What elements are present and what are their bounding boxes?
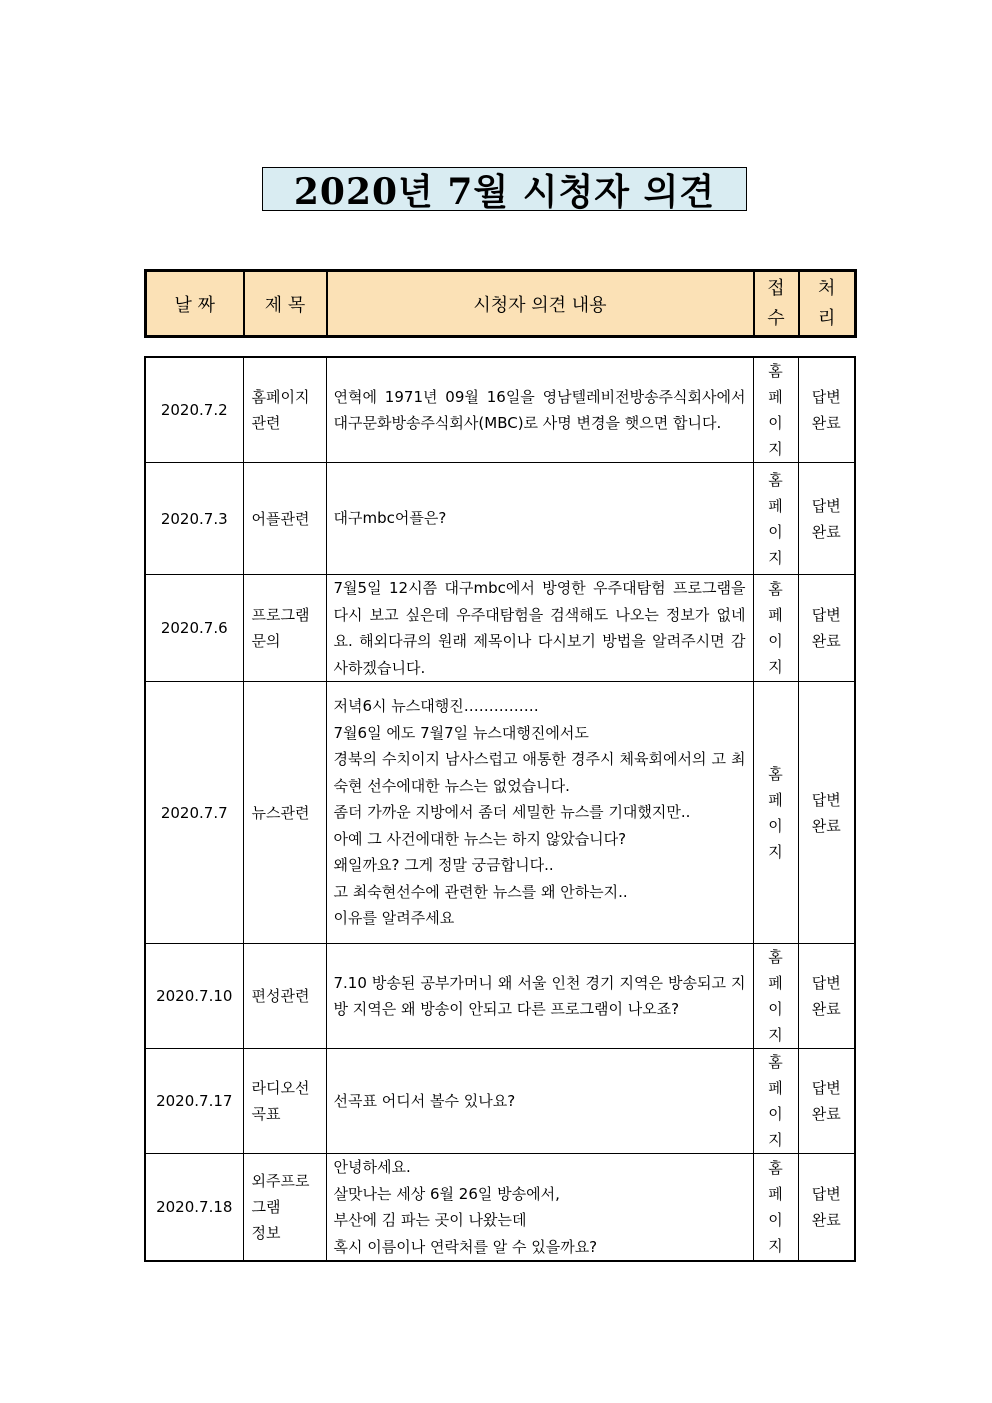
table-row [145, 575, 855, 682]
row-subject: 프로그램 문의 [243, 575, 326, 682]
table-row [145, 682, 855, 944]
row-subject: 라디오선 곡표 [243, 1049, 326, 1154]
row-status: 답변 완료 [798, 357, 855, 463]
row-receipt: 홈 페 이 지 [753, 357, 798, 463]
table-row [145, 944, 855, 1049]
row-status: 답변 완료 [798, 575, 855, 682]
header-subject: 제 목 [244, 271, 327, 337]
row-content: 저녁6시 뉴스대행진…………… 7월6일 에도 7월7일 뉴스대행진에서도 경북의 수치이지 남사스럽고 애통한 경주시 체육회에서의 고 최숙현 선수에대한 뉴스는 없었습니다. 좀더 가까운 지방에서 좀더 세밀한 뉴스를 기대했지만.. 아예 그 사건에대한 뉴스는 하지 않았습니다? 왜일까요? 그게 정말 궁금합니다.. 고 최숙현선수에 관련한 뉴스를 왜 안하는지.. 이유를 알려주세요 [326, 682, 753, 944]
row-status: 답변 완료 [798, 682, 855, 944]
row-date: 2020.7.18 [145, 1154, 243, 1262]
header-date: 날 짜 [146, 271, 244, 337]
opinions-table [144, 356, 856, 1262]
row-date: 2020.7.2 [145, 357, 243, 463]
row-content: 안녕하세요. 살맛나는 세상 6월 26일 방송에서, 부산에 김 파는 곳이 나왔는데 혹시 이름이나 연락처를 알 수 있을까요? [326, 1154, 753, 1262]
row-receipt: 홈 페 이 지 [753, 463, 798, 575]
row-content: 연혁에 1971년 09월 16일을 영남텔레비전방송주식회사에서 대구문화방송주식회사(MBC)로 사명 변경을 햇으면 합니다. [326, 357, 753, 463]
row-status: 답변 완료 [798, 463, 855, 575]
row-date: 2020.7.6 [145, 575, 243, 682]
row-subject: 홈페이지 관련 [243, 357, 326, 463]
row-receipt: 홈 페 이 지 [753, 682, 798, 944]
row-content: 대구mbc어플은? [326, 463, 753, 575]
row-receipt: 홈 페 이 지 [753, 575, 798, 682]
row-status: 답변 완료 [798, 944, 855, 1049]
row-content: 선곡표 어디서 볼수 있나요? [326, 1049, 753, 1154]
page-title-box [262, 167, 747, 211]
table-row [145, 1049, 855, 1154]
row-date: 2020.7.3 [145, 463, 243, 575]
header-process: 처 리 [799, 271, 856, 337]
row-content: 7월5일 12시쯤 대구mbc에서 방영한 우주대탐험 프로그램을 다시 보고 싶은데 우주대탐험을 검색해도 나오는 정보가 없네요. 해외다큐의 원래 제목이나 다시보기 방법을 알려주시면 감사하겠습니다. [326, 575, 753, 682]
table-row [145, 463, 855, 575]
header-receipt: 접 수 [754, 271, 799, 337]
header-content: 시청자 의견 내용 [327, 271, 754, 337]
row-content: 7.10 방송된 공부가머니 왜 서울 인천 경기 지역은 방송되고 지방 지역은 왜 방송이 안되고 다른 프로그램이 나오죠? [326, 944, 753, 1049]
row-status: 답변 완료 [798, 1049, 855, 1154]
row-receipt: 홈 페 이 지 [753, 944, 798, 1049]
header-row [146, 271, 856, 337]
table-row [145, 1154, 855, 1262]
row-receipt: 홈 페 이 지 [753, 1154, 798, 1262]
row-subject: 외주프로 그램 정보 [243, 1154, 326, 1262]
row-subject: 편성관련 [243, 944, 326, 1049]
header-table [144, 269, 857, 338]
row-status: 답변 완료 [798, 1154, 855, 1262]
row-date: 2020.7.7 [145, 682, 243, 944]
row-date: 2020.7.17 [145, 1049, 243, 1154]
page-title: 2020년 7월 시청자 의견 [293, 170, 716, 213]
row-date: 2020.7.10 [145, 944, 243, 1049]
table-row [145, 357, 855, 463]
row-subject: 어플관련 [243, 463, 326, 575]
row-subject: 뉴스관련 [243, 682, 326, 944]
row-receipt: 홈 페 이 지 [753, 1049, 798, 1154]
